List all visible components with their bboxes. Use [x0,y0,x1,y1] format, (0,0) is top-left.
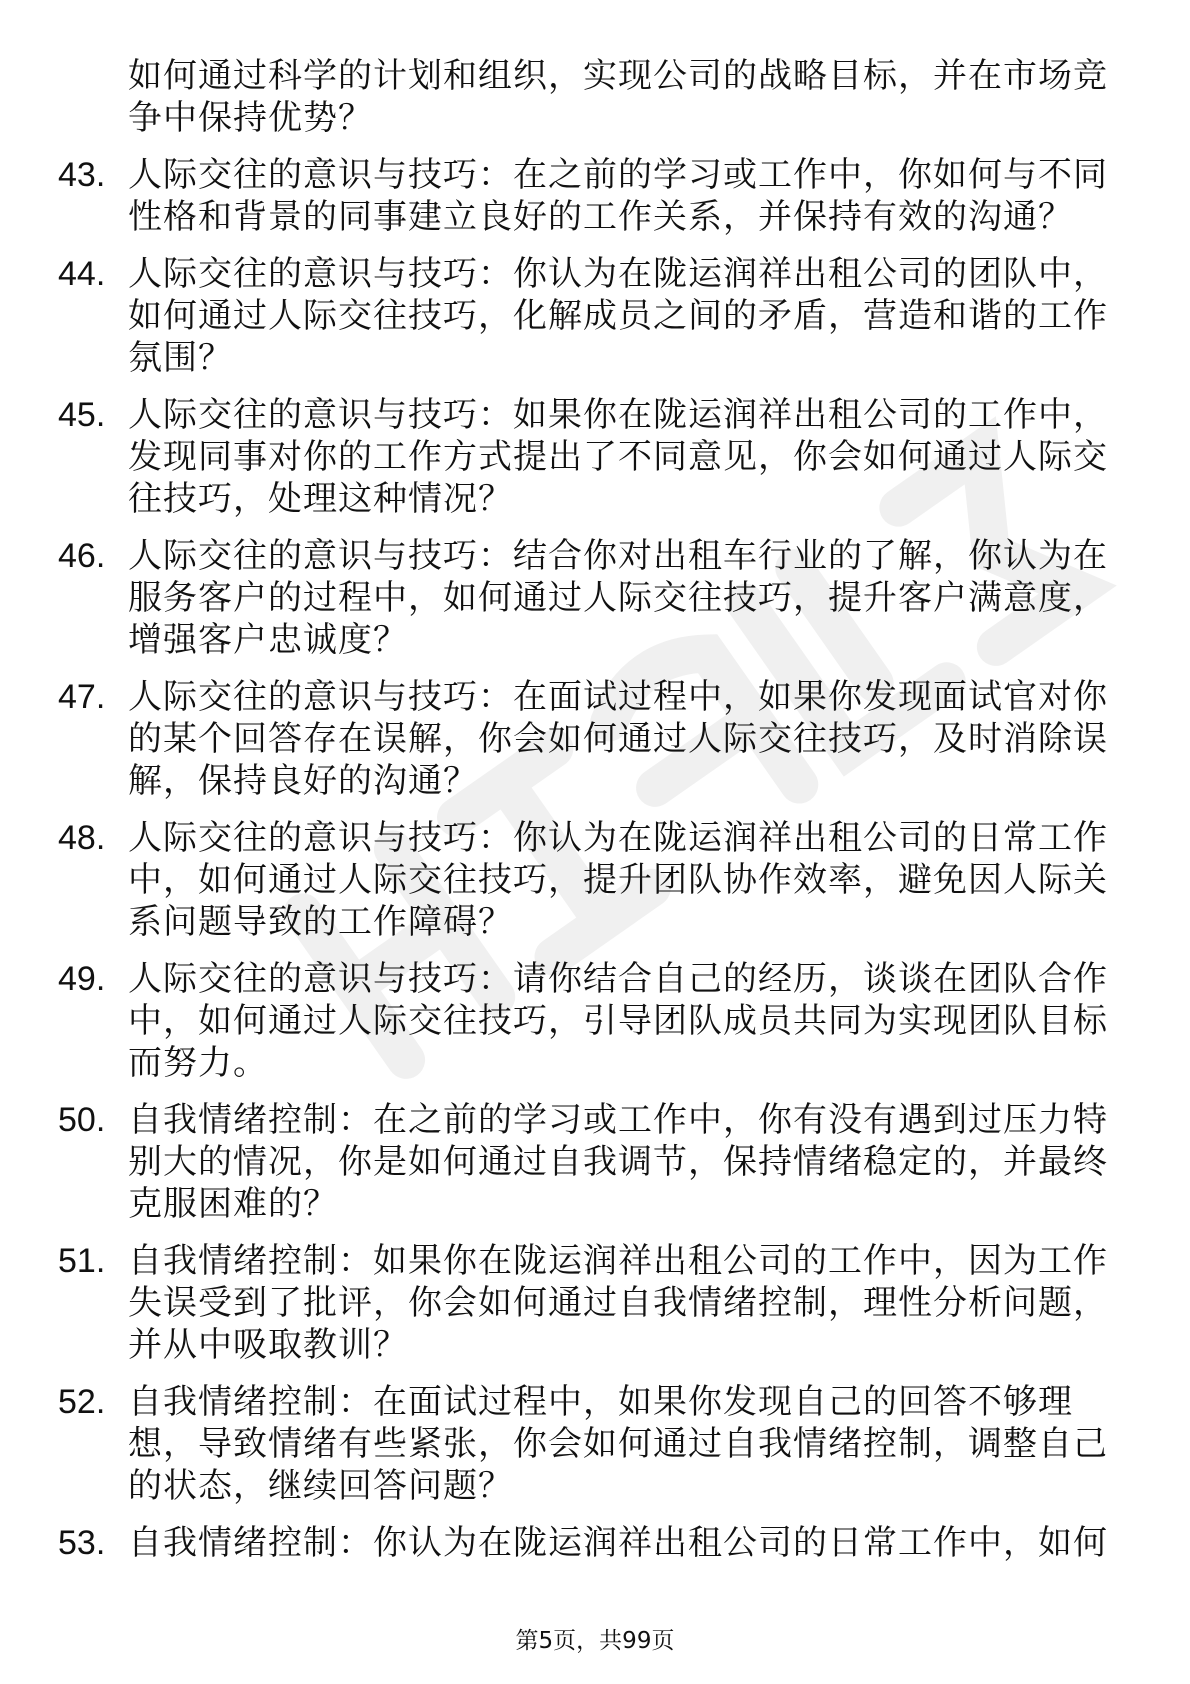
text-line: 自我情绪控制：在之前的学习或工作中，你有没有遇到过压力特 [128,1100,1108,1140]
question-item [0,1522,1118,1564]
question-text [128,1099,1118,1225]
text-line: 往技巧，处理这种情况？ [128,479,513,519]
question-text [128,1381,1118,1507]
question-text [128,394,1118,520]
question-number: 51. [58,1242,106,1280]
text-line: 自我情绪控制：如果你在陇运润祥出租公司的工作中，因为工作 [128,1241,1108,1281]
question-item [0,817,1118,943]
continuation-text [0,55,1118,139]
question-number: 53. [58,1524,106,1562]
question-number: 43. [58,156,106,194]
question-item [0,535,1118,661]
text-line: 人际交往的意识与技巧：你认为在陇运润祥出租公司的团队中， [128,254,1108,294]
question-number: 48. [58,819,106,857]
text-line: 性格和背景的同事建立良好的工作关系，并保持有效的沟通？ [128,197,1073,237]
question-item [0,1240,1118,1366]
question-text [128,676,1118,802]
question-text [128,154,1118,238]
text-line: 系问题导致的工作障碍？ [128,902,513,942]
question-text [128,1240,1118,1366]
question-text [128,958,1118,1084]
text-line: 人际交往的意识与技巧：在之前的学习或工作中，你如何与不同 [128,155,1108,195]
text-line: 如何通过科学的计划和组织，实现公司的战略目标，并在市场竞 [128,56,1108,96]
text-line: 的某个回答存在误解，你会如何通过人际交往技巧，及时消除误 [128,719,1108,759]
text-line: 人际交往的意识与技巧：请你结合自己的经历，谈谈在团队合作 [128,959,1108,999]
text-line: 解，保持良好的沟通？ [128,761,478,801]
text-line: 发现同事对你的工作方式提出了不同意见，你会如何通过人际交 [128,437,1108,477]
question-number: 52. [58,1383,106,1421]
text-line: 并从中吸取教训？ [128,1325,408,1365]
question-item [0,253,1118,379]
text-line: 自我情绪控制：你认为在陇运润祥出租公司的日常工作中，如何 [128,1523,1108,1563]
text-line: 服务客户的过程中，如何通过人际交往技巧，提升客户满意度， [128,578,1108,618]
question-list [58,55,1118,1579]
question-text [128,253,1118,379]
text-line: 想，导致情绪有些紧张，你会如何通过自我情绪控制，调整自己 [128,1424,1108,1464]
question-text [128,1522,1118,1564]
question-number: 45. [58,396,106,434]
question-text [128,535,1118,661]
text-line: 自我情绪控制：在面试过程中，如果你发现自己的回答不够理 [128,1382,1073,1422]
text-line: 人际交往的意识与技巧：如果你在陇运润祥出租公司的工作中， [128,395,1108,435]
question-item [0,958,1118,1084]
question-number: 44. [58,255,106,293]
question-text [128,817,1118,943]
text-line: 人际交往的意识与技巧：在面试过程中，如果你发现面试官对你 [128,677,1108,717]
text-line: 如何通过人际交往技巧，化解成员之间的矛盾，营造和谐的工作 [128,296,1108,336]
text-line: 人际交往的意识与技巧：你认为在陇运润祥出租公司的日常工作 [128,818,1108,858]
text-line: 别大的情况，你是如何通过自我调节，保持情绪稳定的，并最终 [128,1142,1108,1182]
text-line: 争中保持优势？ [128,98,373,138]
text-line: 的状态，继续回答问题？ [128,1466,513,1506]
text-line: 中，如何通过人际交往技巧，提升团队协作效率，避免因人际关 [128,860,1108,900]
text-line: 克服困难的？ [128,1184,338,1224]
text-line: 而努力。 [128,1043,268,1083]
question-number: 50. [58,1101,106,1139]
text-line: 失误受到了批评，你会如何通过自我情绪控制，理性分析问题， [128,1283,1108,1323]
question-number: 47. [58,678,106,716]
question-item [0,1381,1118,1507]
question-text [128,55,1118,139]
page-number: 第5页，共99页 [515,1628,675,1654]
question-item [0,1099,1118,1225]
text-line: 增强客户忠诚度？ [128,620,408,660]
question-item [0,154,1118,238]
question-number: 46. [58,537,106,575]
text-line: 氛围？ [128,338,233,378]
question-number: 49. [58,960,106,998]
page-footer [0,1622,1190,1655]
text-line: 中，如何通过人际交往技巧，引导团队成员共同为实现团队目标 [128,1001,1108,1041]
question-item [0,394,1118,520]
question-item [0,676,1118,802]
text-line: 人际交往的意识与技巧：结合你对出租车行业的了解，你认为在 [128,536,1108,576]
